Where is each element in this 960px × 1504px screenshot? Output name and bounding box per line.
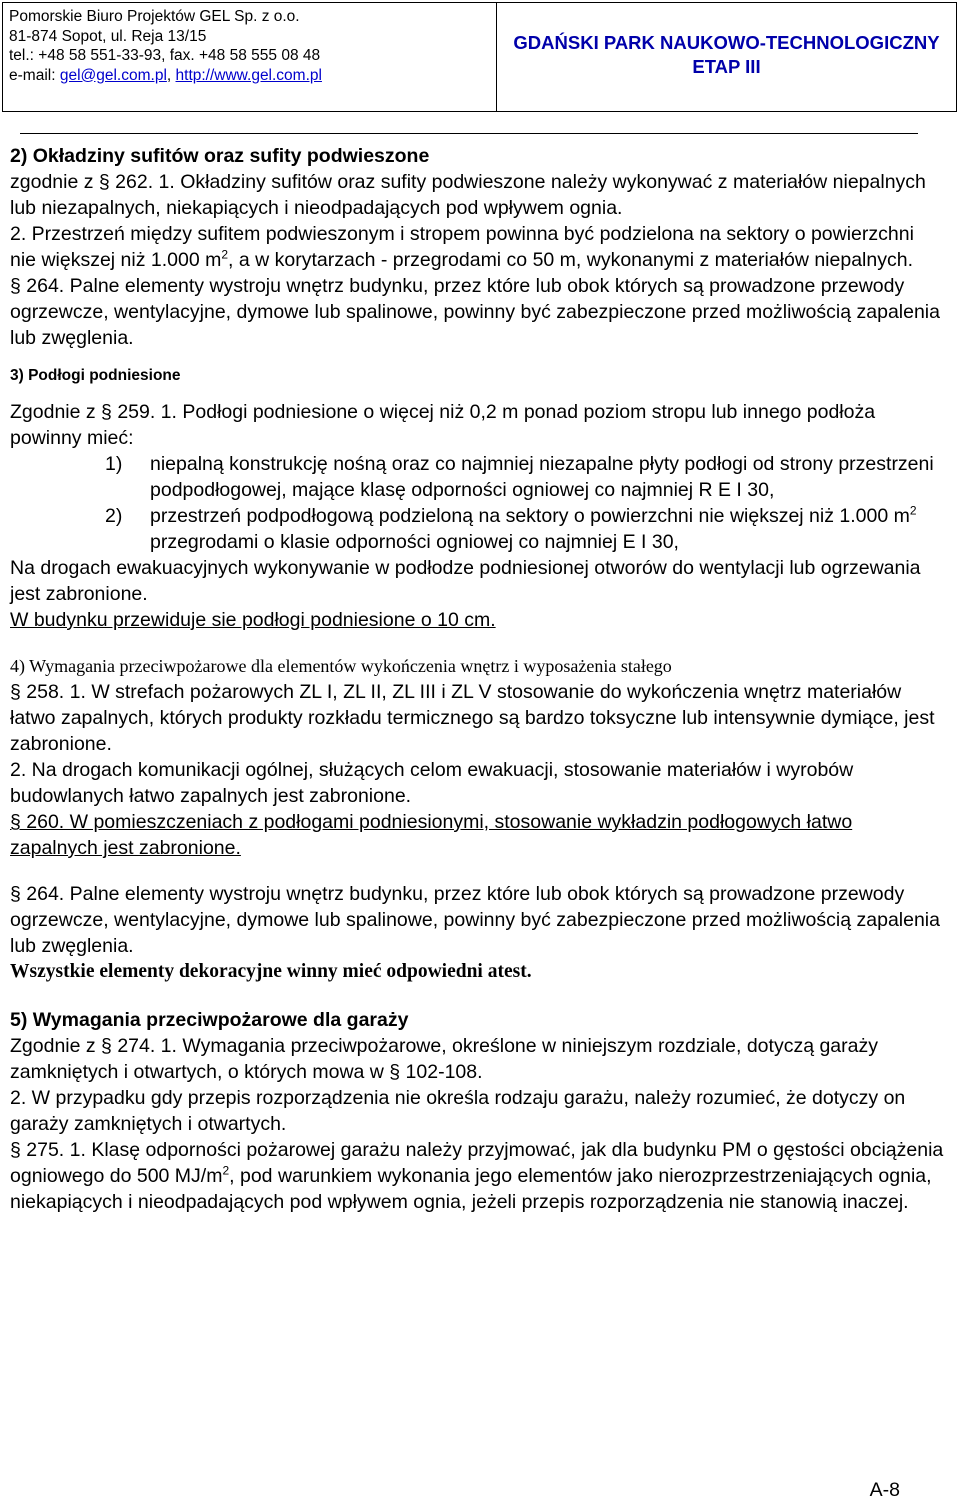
superscript: 2 [221, 247, 229, 262]
list-item-number: 1) [105, 453, 123, 475]
company-name: Pomorskie Biuro Projektów GEL Sp. z o.o. [9, 8, 300, 25]
superscript: 2 [222, 1163, 230, 1178]
document-body [10, 143, 945, 1215]
company-contact [9, 66, 496, 86]
section-2-heading: 2) Okładziny sufitów oraz sufity podwieszone [10, 145, 430, 167]
section-5-heading: 5) Wymagania przeciwpożarowe dla garaży [10, 1009, 409, 1031]
contact-separator: , [166, 66, 176, 84]
project-stage: ETAP III [692, 56, 761, 77]
paragraph: Na drogach ewakuacyjnych wykonywanie w podłodze podniesionej otworów do wentylacji lub ogrzewania jest zabronione. [10, 557, 921, 605]
text: § 275. 1. Klasę odporności pożarowej garażu należy przyjmować, jak dla budynku PM o gęstości obciążenia ogniowego do 500 MJ/m [10, 1139, 944, 1187]
email-label: e-mail: [9, 66, 60, 84]
website-link[interactable]: http://www.gel.com.pl [175, 66, 322, 84]
paragraph: zgodnie z § 262. 1. Okładziny sufitów oraz sufity podwieszone należy wykonywać z materiałów niepalnych lub niezapalnych, niekapiących i nieodpadających pod wpływem ognia. [10, 171, 926, 219]
paragraph: § 258. 1. W strefach pożarowych ZL I, ZL II, ZL III i ZL V stosowanie do wykończenia wnętrz materiałów łatwo zapalnych, których produkty rozkładu termicznego są bardzo toksyczne lub intensywnie dymiące, jest zabronione. [10, 681, 935, 755]
list-item-text: niepalną konstrukcję nośną oraz co najmniej niezapalne płyty podłogi od strony przestrzeni podpodłogowej, mające klasę odporności ogniowej co najmniej R E I 30, [150, 453, 934, 501]
paragraph [10, 1137, 945, 1215]
text: , pod warunkiem wykonania jego elementów jako nierozprzestrzeniających ognia, niekapiących i nieodpadających pod wpływem ognia, jeżeli przepis rozporządzenia nie stanowią inaczej. [10, 1165, 932, 1213]
bold-note: Wszystkie elementy dekoracyjne winny mieć odpowiedni atest. [10, 961, 532, 982]
project-info [497, 3, 956, 111]
company-address: 81-874 Sopot, ul. Reja 13/15 [9, 27, 207, 45]
company-phones: tel.: +48 58 551-33-93, fax. +48 58 555 08 48 [9, 47, 321, 64]
header-divider [20, 133, 918, 134]
paragraph: § 264. Palne elementy wystroju wnętrz budynku, przez które lub obok których są prowadzone przewody ogrzewcze, wentylacyjne, dymowe lub spalinowe, powinny być zabezpieczone przed możliwością zapalenia lub zwęglenia. [10, 275, 940, 349]
list-item [105, 503, 945, 555]
page-number: A-8 [869, 1479, 900, 1501]
paragraph: Zgodnie z § 274. 1. Wymagania przeciwpożarowe, określone w niniejszym rozdziale, dotyczą garaży zamkniętych i otwartych, o których mowa w § 102-108. [10, 1035, 878, 1083]
paragraph: § 264. Palne elementy wystroju wnętrz budynku, przez które lub obok których są prowadzone przewody ogrzewcze, wentylacyjne, dymowe lub spalinowe, powinny być zabezpieczone przed możliwością zapalenia lub zwęglenia. [10, 883, 940, 957]
paragraph: Zgodnie z § 259. 1. Podłogi podniesione o więcej niż 0,2 m ponad poziom stropu lub innego podłoża powinny mieć: [10, 401, 876, 449]
company-info [3, 3, 497, 111]
section-3-heading: 3) Podłogi podniesione [10, 367, 181, 384]
paragraph [10, 221, 945, 273]
paragraph: 2. Na drogach komunikacji ogólnej, służących celom ewakuacji, stosowanie materiałów i wyrobów budowlanych łatwo zapalnych jest zabronione. [10, 759, 854, 807]
section-4-heading: 4) Wymagania przeciwpożarowe dla elementów wykończenia wnętrz i wyposażenia stałego [10, 656, 672, 676]
superscript: 2 [909, 503, 917, 518]
list-item-text [150, 503, 945, 555]
text: 2. Przestrzeń między sufitem podwieszonym i stropem powinna być podzielona na sektory o powierzchni nie większej niż 1.000 m [10, 223, 914, 271]
underlined-note: W budynku przewiduje sie podłogi podniesione o 10 cm. [10, 609, 496, 631]
text: przestrzeń podpodłogową podzieloną na sektory o powierzchni nie większej niż 1.000 m [150, 505, 910, 527]
email-link[interactable]: gel@gel.com.pl [59, 66, 167, 84]
document-header [2, 2, 957, 112]
project-title: GDAŃSKI PARK NAUKOWO-TECHNOLOGICZNY [513, 32, 940, 53]
list-item [105, 451, 945, 503]
text: przegrodami o klasie odporności ogniowej co najmniej E I 30, [150, 531, 679, 553]
underlined-paragraph: § 260. W pomieszczeniach z podłogami podniesionymi, stosowanie wykładzin podłogowych łatwo zapalnych jest zabronione. [10, 811, 853, 859]
list-item-number: 2) [105, 505, 123, 527]
paragraph: 2. W przypadku gdy przepis rozporządzenia nie określa rodzaju garażu, należy rozumieć, że dotyczy on garaży zamkniętych i otwartych. [10, 1087, 906, 1135]
text: , a w korytarzach - przegrodami co 50 m, wykonanymi z materiałów niepalnych. [228, 249, 913, 271]
requirements-list [10, 451, 945, 555]
